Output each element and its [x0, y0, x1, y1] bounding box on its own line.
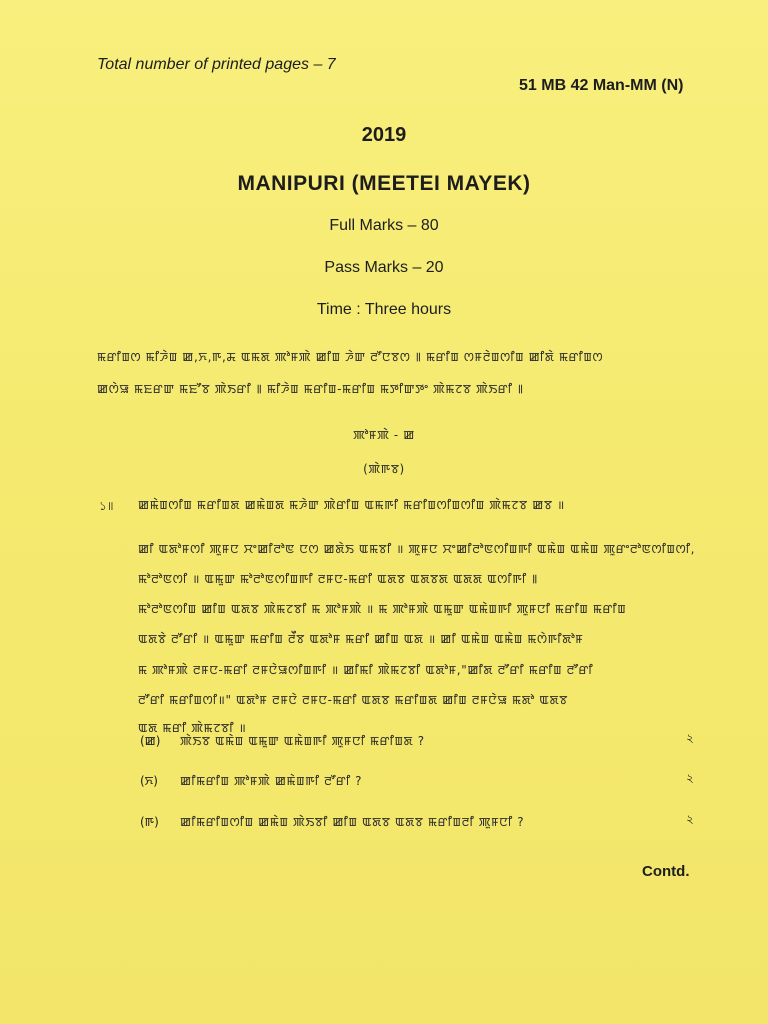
continued-label: Contd.	[642, 863, 690, 880]
subquestion-text: ꯄꯥꯏꯕ ꯑꯃꯥꯡ ꯑꯃꯨꯛ ꯑꯃꯥꯡꯒꯤ ꯄꯨꯝꯅꯤ ꯃꯔꯤꯡꯗ ?	[180, 734, 425, 748]
subquestion-mark: ২	[686, 731, 694, 745]
subquestion-mark: ২	[686, 812, 694, 826]
question-number: ১॥	[99, 499, 114, 513]
subquestion-text: ꯀꯤꯃꯔꯤꯡꯁꯤꯡ ꯀꯃꯥꯡ ꯄꯥꯏꯕꯤ ꯀꯤꯡ ꯑꯗꯕ ꯑꯗꯕ ꯃꯔꯤꯡꯂꯤ ꯄꯨꯝꯅꯤ ?	[180, 815, 525, 829]
subquestion-mark: ২	[686, 771, 694, 785]
instruction-line-1: ꯃꯔꯤꯡꯁ ꯃꯤꯍꯥꯡ ꯀ,ꯈ,ꯒ,ꯘ ꯑꯃꯗ ꯄꯣꯝꯄꯥ ꯀꯤꯡ ꯍꯥꯛ ꯂꯧꯅꯕꯁ ꯫ ꯃꯔꯤꯡ ꯁꯝꯂꯥꯡꯁꯤꯡ ꯀꯤꯗꯥ ꯃꯔꯤꯡꯁ	[97, 350, 604, 364]
passage-line: ꯃꯣꯂꯣꯟꯁꯤꯡ ꯀꯤꯡ ꯑꯗꯕ ꯄꯥꯃꯖꯕꯤ ꯃ ꯄꯣꯝꯄꯥ ॥ ꯃ ꯄꯣꯝꯄꯥ ꯑꯃꯨꯛ ꯑꯃꯥꯡꯒꯤ ꯄꯨꯝꯅꯤ ꯃꯔꯤꯡ ꯃꯔꯤꯡ	[138, 602, 627, 616]
passage-line: ꯑꯗꯕꯥ ꯂꯧꯔꯤ ॥ ꯑꯃꯨꯛ ꯃꯔꯤꯡ ꯂꯩꯕ ꯑꯗꯣꯝ ꯃꯔꯤ ꯀꯤꯡ ꯑꯗ ॥ ꯀꯤ ꯑꯃꯥꯡ ꯑꯃꯥꯡ ꯃꯁꯥꯒꯤꯗꯣꯝ	[138, 632, 584, 646]
passage-line: ꯑꯗ ꯃꯔꯤ ꯄꯥꯃꯖꯕꯤ ॥	[138, 721, 247, 735]
instruction-line-2: ꯀꯁꯥꯎ ꯃꯐꯔꯛ ꯃꯐꯧꯕ ꯄꯥꯏꯔꯤ ꯫ ꯃꯤꯍꯥꯡ ꯃꯔꯤꯡ-ꯃꯔꯤꯡ ꯃꯇꯤꯛꯇꯦ ꯄꯥꯃꯖꯕ ꯄꯥꯏꯔꯤ ꯫	[97, 382, 524, 396]
passage-line: ꯃꯣꯂꯣꯟꯁꯤ ॥ ꯑꯃꯨꯛ ꯃꯣꯂꯣꯟꯁꯤꯡꯒꯤ ꯂꯝꯅ-ꯃꯔꯤ ꯑꯗꯕ ꯑꯗꯕꯗ ꯑꯗꯗ ꯑꯁꯤꯒꯤ ꯫	[138, 572, 538, 586]
passage-line: ꯀꯤ ꯑꯗꯣꯝꯁꯤ ꯄꯨꯝꯅ ꯆꯦꯀꯤꯂꯣꯟ ꯅꯁ ꯀꯗꯥꯏ ꯑꯃꯕꯤ ॥ ꯄꯨꯝꯅ ꯆꯦꯀꯤꯂꯣꯟꯁꯤꯡꯒꯤ ꯑꯃꯥꯡ ꯑꯃꯥꯡ ꯄꯨꯔꯦꯂꯣꯟꯁꯤꯡꯁꯤ,	[138, 542, 696, 556]
passage-line: ꯂꯧꯔꯤ ꯃꯔꯤꯡꯁꯤ॥" ꯑꯗꯣꯝ ꯂꯝꯅꯥ ꯂꯝꯅ-ꯃꯔꯤ ꯑꯗꯕ ꯃꯔꯤꯡꯗ ꯀꯤꯡ ꯂꯝꯅꯥꯎ ꯃꯗꯣ ꯑꯗꯕ	[138, 693, 568, 707]
section-subtitle: (ꯄꯥꯒꯕ)	[363, 462, 405, 476]
printed-pages-note: Total number of printed pages – 7	[97, 56, 336, 73]
subquestion-text: ꯀꯤꯃꯔꯤꯡ ꯄꯣꯝꯄꯥ ꯀꯃꯥꯡꯒꯤ ꯂꯧꯔꯤ ?	[180, 774, 363, 788]
subject-title: MANIPURI (MEETEI MAYEK)	[237, 172, 531, 195]
pass-marks: Pass Marks – 20	[324, 259, 444, 276]
question-text: ꯀꯃꯥꯡꯁꯤꯡ ꯃꯔꯤꯡꯗ ꯀꯃꯥꯡꯗ ꯃꯍꯥꯛ ꯄꯥꯔꯤꯡ ꯑꯃꯒꯤ ꯃꯔꯤꯡꯁꯤꯡꯁꯤꯡ ꯄꯥꯃꯖꯕ ꯀꯕ ॥	[138, 498, 565, 512]
passage-line: ꯃ ꯄꯣꯝꯄꯥ ꯂꯝꯅ-ꯃꯔꯤ ꯂꯝꯅꯥꯎꯁꯤꯡꯒꯤ ॥ ꯀꯤꯃꯤ ꯄꯥꯃꯖꯕꯤ ꯑꯗꯣꯝ,"ꯀꯤꯗ ꯂꯧꯔꯤ ꯃꯔꯤꯡ ꯂꯧꯔꯤ	[138, 663, 594, 677]
exam-time: Time : Three hours	[316, 301, 452, 318]
subquestion-label: (ꯒ)	[140, 815, 159, 829]
subquestion-label: (ꯀ)	[140, 734, 161, 748]
subquestion-label: (ꯈ)	[140, 774, 158, 788]
paper-code: 51 MB 42 Man-MM (N)	[519, 77, 684, 94]
section-title: ꯄꯣꯝꯄꯥ - ꯀ	[353, 428, 415, 442]
full-marks: Full Marks – 80	[329, 217, 439, 234]
exam-year: 2019	[361, 124, 407, 146]
